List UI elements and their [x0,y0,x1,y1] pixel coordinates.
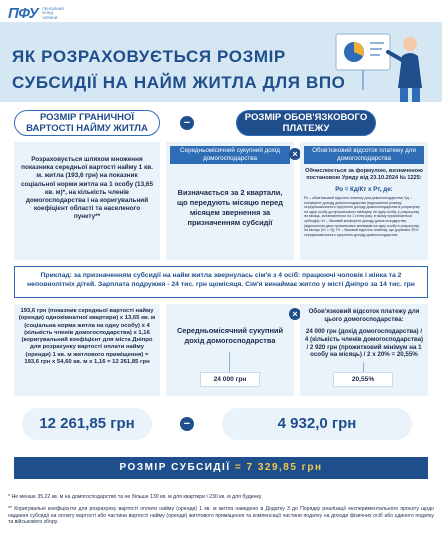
logo-text [42,7,76,21]
right-heading-text: РОЗМІР ОБОВ'ЯЗКОВОГО ПЛАТЕЖУ [244,112,368,134]
percent-description: Обчислюється за формулою, визначеною постановою Уряду від 23.10.2024 № 1225: [305,168,423,181]
hero-banner [0,22,442,102]
title-line: ЯК РОЗРАХОВУЄТЬСЯ РОЗМІР [12,47,286,66]
connector-line [229,352,230,372]
subsidy-value: = 7 329,85 грн [234,462,323,473]
left-example-calc: 193,6 грн (показник середньої вартості найму (оренди) однокімнатної квартири) х 13,65 кв. м (соціальна норма житла на одну особу) х 4 (кількість членів домогосподарства) х 1,16 (коригувальний коефіцієнт для міста Дніпро для розрахунку вартості оплати найму (оренди) 1 кв. м житлового приміщення) = 193,6 грн х 54,60 кв. м х 1,16 = 12 261,85 грн [18,308,156,366]
logo [8,5,76,22]
example-box: Приклад: за призначенням субсидії на найм житла звернулась сім'я з 4 осіб: працюючі чоловік і жінка та 2 неповнолітніх дітей. Зарплата подружжя - 24 тис. грн щомісяця. Сім'я винаймає житло у місті Дніпро за 14 тис. грн [14,266,428,298]
title-line: СУБСИДІЇ НА НАЙМ ЖИТЛА ДЛЯ ВПО [12,73,346,92]
minus-operator: − [180,116,194,130]
income-tag: Середньомісячний сукупний дохід домогосподарства [170,146,290,164]
logo-line: ПЕНСІЙНИЙ [42,6,64,11]
left-heading [14,110,160,136]
percent-tag: Обов'язковий відсоток платежу для домогосподарства [304,146,424,164]
times-operator: × [289,308,301,320]
percent-example-value: 20,55% [333,372,393,387]
presentation-illustration [318,26,442,102]
subsidy-label: РОЗМІР СУБСИДІЇ [119,462,231,473]
left-description: Розраховується шляхом множення показника середньої вартості найму 1 кв. м. житла (193,6 грн) на показник соціальної норми житла на 1 особу (13,65 кв. м)*, на кількість членів домогосподарства і на коригувальний коефіцієнт області та населеного пункту** [20,156,154,221]
right-heading [236,110,376,136]
logo-line: ФОНД [42,11,53,16]
left-heading-text: РОЗМІР ГРАНИЧНОЇ ВАРТОСТІ НАЙМУ ЖИТЛА [26,112,148,134]
left-result: 12 261,85 грн [22,408,152,440]
formula-notes: Ро – обов'язковий відсоток платежу для домогосподарства; Кд – коефіцієнт доходу домогосподарства (відношення розміру середньомісячного сукупного доходу домогосподарства в розрахунку на одну особу до прожиткового мінімуму на одну особу, у розрахунку на місяць, встановленого на 1 січня року, в якому призначається субсидія); Кт – базовий коефіцієнт доходу домогосподарства (відношення двох прожиткових мінімумів на одну особу в розрахунку на місяць (Кт = 2)); Рт – базовий відсоток платежу, що дорівнює 20% середньомісячного сукупного доходу домогосподарства [304,196,420,237]
income-example-label: Середньомісячний сукупний дохід домогосподарства [176,326,284,345]
logo-mark: ПФУ [8,5,39,22]
footnote-2: ** Коригувальні коефіцієнти для розрахунку вартості оплати найму (оренди) 1 кв. м житла наведено в Додатку 3 до Порядку реалізації експериментального проєкту щодо надання субсидії на оплату вартості або частини вартості найму (оренди) житлового приміщення та компенсації частини податку на доходи фізичних осіб або єдиного податку та військового збору. [8,506,434,526]
minus-operator: − [180,417,194,431]
percent-example-calc: 24 000 грн (дохід домогосподарства) / 4 (кількість членів домогосподарства) / 2 920 грн (прожитковий мінімум на 1 особу на місяць) / 2 х 20% = 20,55% [304,328,424,359]
page-title [12,44,345,96]
connector-line [363,362,364,372]
income-example-value: 24 000 грн [200,372,260,387]
formula: Ро = Кд/Кт х Рт, де: [335,186,393,193]
logo-line: УКРАЇНИ [42,15,58,20]
percent-example-tag: Обов'язковий відсоток платежу для цього домогосподарства: [308,308,420,323]
income-description: Визначається за 2 квартали, що передують місяцю перед місяцем звернення за призначенням субсидії [177,188,283,227]
footnote-1: * Не менше 35,22 кв. м на домогосподарство та не більше 130 кв. м для квартири і 230 кв. м для будинку. [8,494,263,500]
times-operator: × [289,148,301,160]
right-result: 4 932,0 грн [222,408,412,440]
subsidy-result-bar [14,457,428,479]
